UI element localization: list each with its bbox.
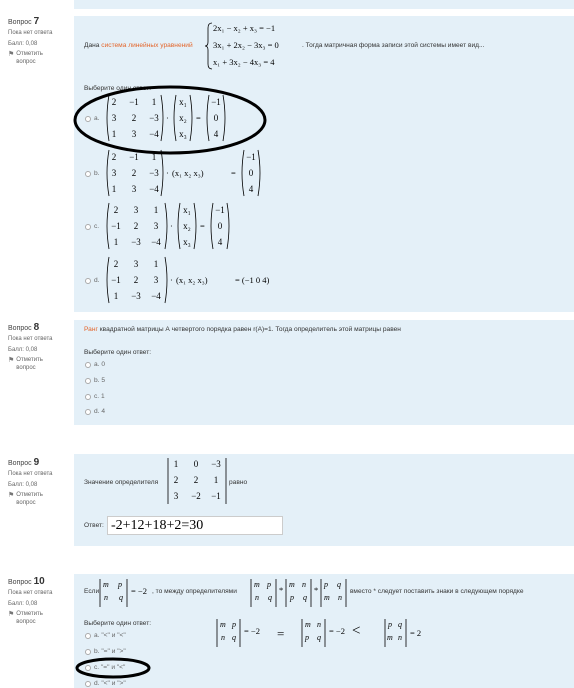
q10-text-mid: , то между определителями [152,588,237,595]
q7-info [8,16,68,66]
q7-c-matrix: 2 3 1 −1 2 3 1 −3 −4 [105,202,169,250]
q7-eq2: 3x₁ + 2x₂ − 3x₃ = 0 [213,40,279,50]
radio-b[interactable] [85,649,91,655]
q7-option-b[interactable]: b. [85,170,100,177]
q9-answer-label: Ответ: [84,522,104,529]
q10-status: Пока нет ответа [8,590,53,596]
q10-det1: m p n q [254,580,272,602]
note-eq1: = −2 [244,626,260,636]
q7-number: Вопрос 7 [8,16,40,27]
q7-prompt: Выберите один ответ: [84,85,152,92]
radio-d[interactable] [85,409,91,415]
q8-flag[interactable]: ⚑ Отметить вопрос [8,357,43,371]
q7-option-c[interactable]: c. [85,223,99,230]
flag-icon: ⚑ [8,492,15,499]
q9-text-after: равно [229,479,248,486]
q10-det2: m n p q [289,580,307,602]
flag-icon: ⚑ [8,611,15,618]
radio-a[interactable] [85,362,91,368]
q7-status: Пока нет ответа [8,30,53,36]
q7-text: Дана система линейных уравнений [84,42,193,49]
q8-panel [74,320,574,425]
q10-text-if: Если [84,588,100,595]
radio-b[interactable] [85,378,91,384]
q8-option-a[interactable]: a. 0 [85,361,105,368]
q7-d-matrix: 2 3 1 −1 2 3 1 −3 −4 [105,256,169,304]
q7-b-rhs: −1 0 4 [240,149,262,197]
q7-b-row: (x₁ x₂ x₃) [172,168,204,178]
flag-icon: ⚑ [8,51,15,58]
q9-answer-input[interactable] [107,516,283,535]
q7-d-row: (x₁ x₂ x₃) [176,275,208,285]
note-equal-sign: = [277,626,285,641]
q8-text: Ранг квадратной матрицы А четвертого порядка равен r(A)=1. Тогда определитель этой матрицы равен [84,326,401,333]
q10-info [8,576,68,626]
radio-d[interactable] [85,278,91,284]
q7-option-a[interactable]: a. [85,115,100,122]
q8-option-d[interactable]: d. 4 [85,408,105,415]
q7-points: Балл: 0,08 [8,41,38,47]
q8-option-b[interactable]: b. 5 [85,377,105,384]
q7-a-vars: x₁ x₂ x₃ [172,94,194,142]
q9-points: Балл: 0,08 [8,482,38,488]
q10-det3: p q m n [324,580,342,602]
q10-text-end: вместо * следует поставить знаки в следующем порядке [350,588,524,595]
q8-number: Вопрос 8 [8,322,40,333]
q8-option-c[interactable]: c. 1 [85,393,105,400]
q9-flag[interactable]: ⚑ Отметить вопрос [8,492,43,506]
radio-a[interactable] [85,633,91,639]
q7-eq3: x₁ + 3x₂ − 4x₃ = 4 [213,57,275,67]
q10-number: Вопрос 10 [8,576,45,587]
q10-prompt: Выберите один ответ: [84,620,152,627]
radio-c[interactable] [85,224,91,230]
note-det2: m n p q [305,620,321,642]
q8-status: Пока нет ответа [8,336,53,342]
note-det1: m p n q [220,620,236,642]
q9-status: Пока нет ответа [8,471,53,477]
note-eq3: = 2 [410,628,422,638]
q8-points: Балл: 0,08 [8,347,38,353]
q10-option-b[interactable]: b. "=" и ">" [85,648,126,655]
q7-option-d[interactable]: d. [85,277,100,284]
q9-text: Значение определителя [84,479,159,486]
q9-number: Вопрос 9 [8,457,40,468]
q10-option-d[interactable]: d. "<" и ">" [85,680,126,687]
q9-answer-value: -2+12+18+2=30 [111,518,204,533]
q7-c-rhs: −1 0 4 [209,202,231,250]
annotation-ellipse-q10 [74,657,152,679]
note-eq2: = −2 [329,626,345,636]
radio-d[interactable] [85,681,91,687]
q7-b-matrix: 2 −1 1 3 2 −3 1 3 −4 [105,149,165,197]
q10-cond: = −2 [131,586,147,596]
q7-link[interactable]: система линейных уравнений [101,42,193,49]
note-lt-sign: < [352,623,361,639]
radio-c[interactable] [85,394,91,400]
note-det3: p q m n [387,620,402,642]
q9-determinant: 1 0 −3 2 2 1 3 −2 −1 [173,459,221,501]
q10-flag[interactable]: ⚑ Отметить вопрос [8,611,43,625]
q10-points: Балл: 0,08 [8,601,38,607]
q10-option-c[interactable]: c. "=" и "<" [85,664,125,671]
q7-text-after: . Тогда матричная форма записи этой системы имеет вид... [302,42,485,49]
q8-link[interactable]: Ранг [84,326,98,333]
q8-prompt: Выберите один ответ: [84,349,152,356]
q7-d-rhs: = (−1 0 4) [235,275,270,285]
q7-eq1: 2x₁ − x₂ + x₃ = −1 [213,23,276,33]
q10-option-a[interactable]: a. "<" и "<" [85,632,126,639]
q7-system-brace [205,22,213,70]
radio-b[interactable] [85,171,91,177]
q7-flag[interactable]: ⚑ Отметить вопрос [8,51,43,65]
q10-cond-det: m p n q [103,580,123,602]
q9-info [8,457,68,507]
q7-c-vars: x₁ x₂ x₃ [176,202,198,250]
previous-question-panel [74,0,574,9]
flag-icon: ⚑ [8,357,15,364]
q7-a-matrix: 2 −1 1 3 2 −3 1 3 −4 [105,94,165,142]
annotation-ellipse-q7 [72,84,268,156]
q8-info [8,322,68,372]
q7-a-rhs: −1 0 4 [205,94,227,142]
